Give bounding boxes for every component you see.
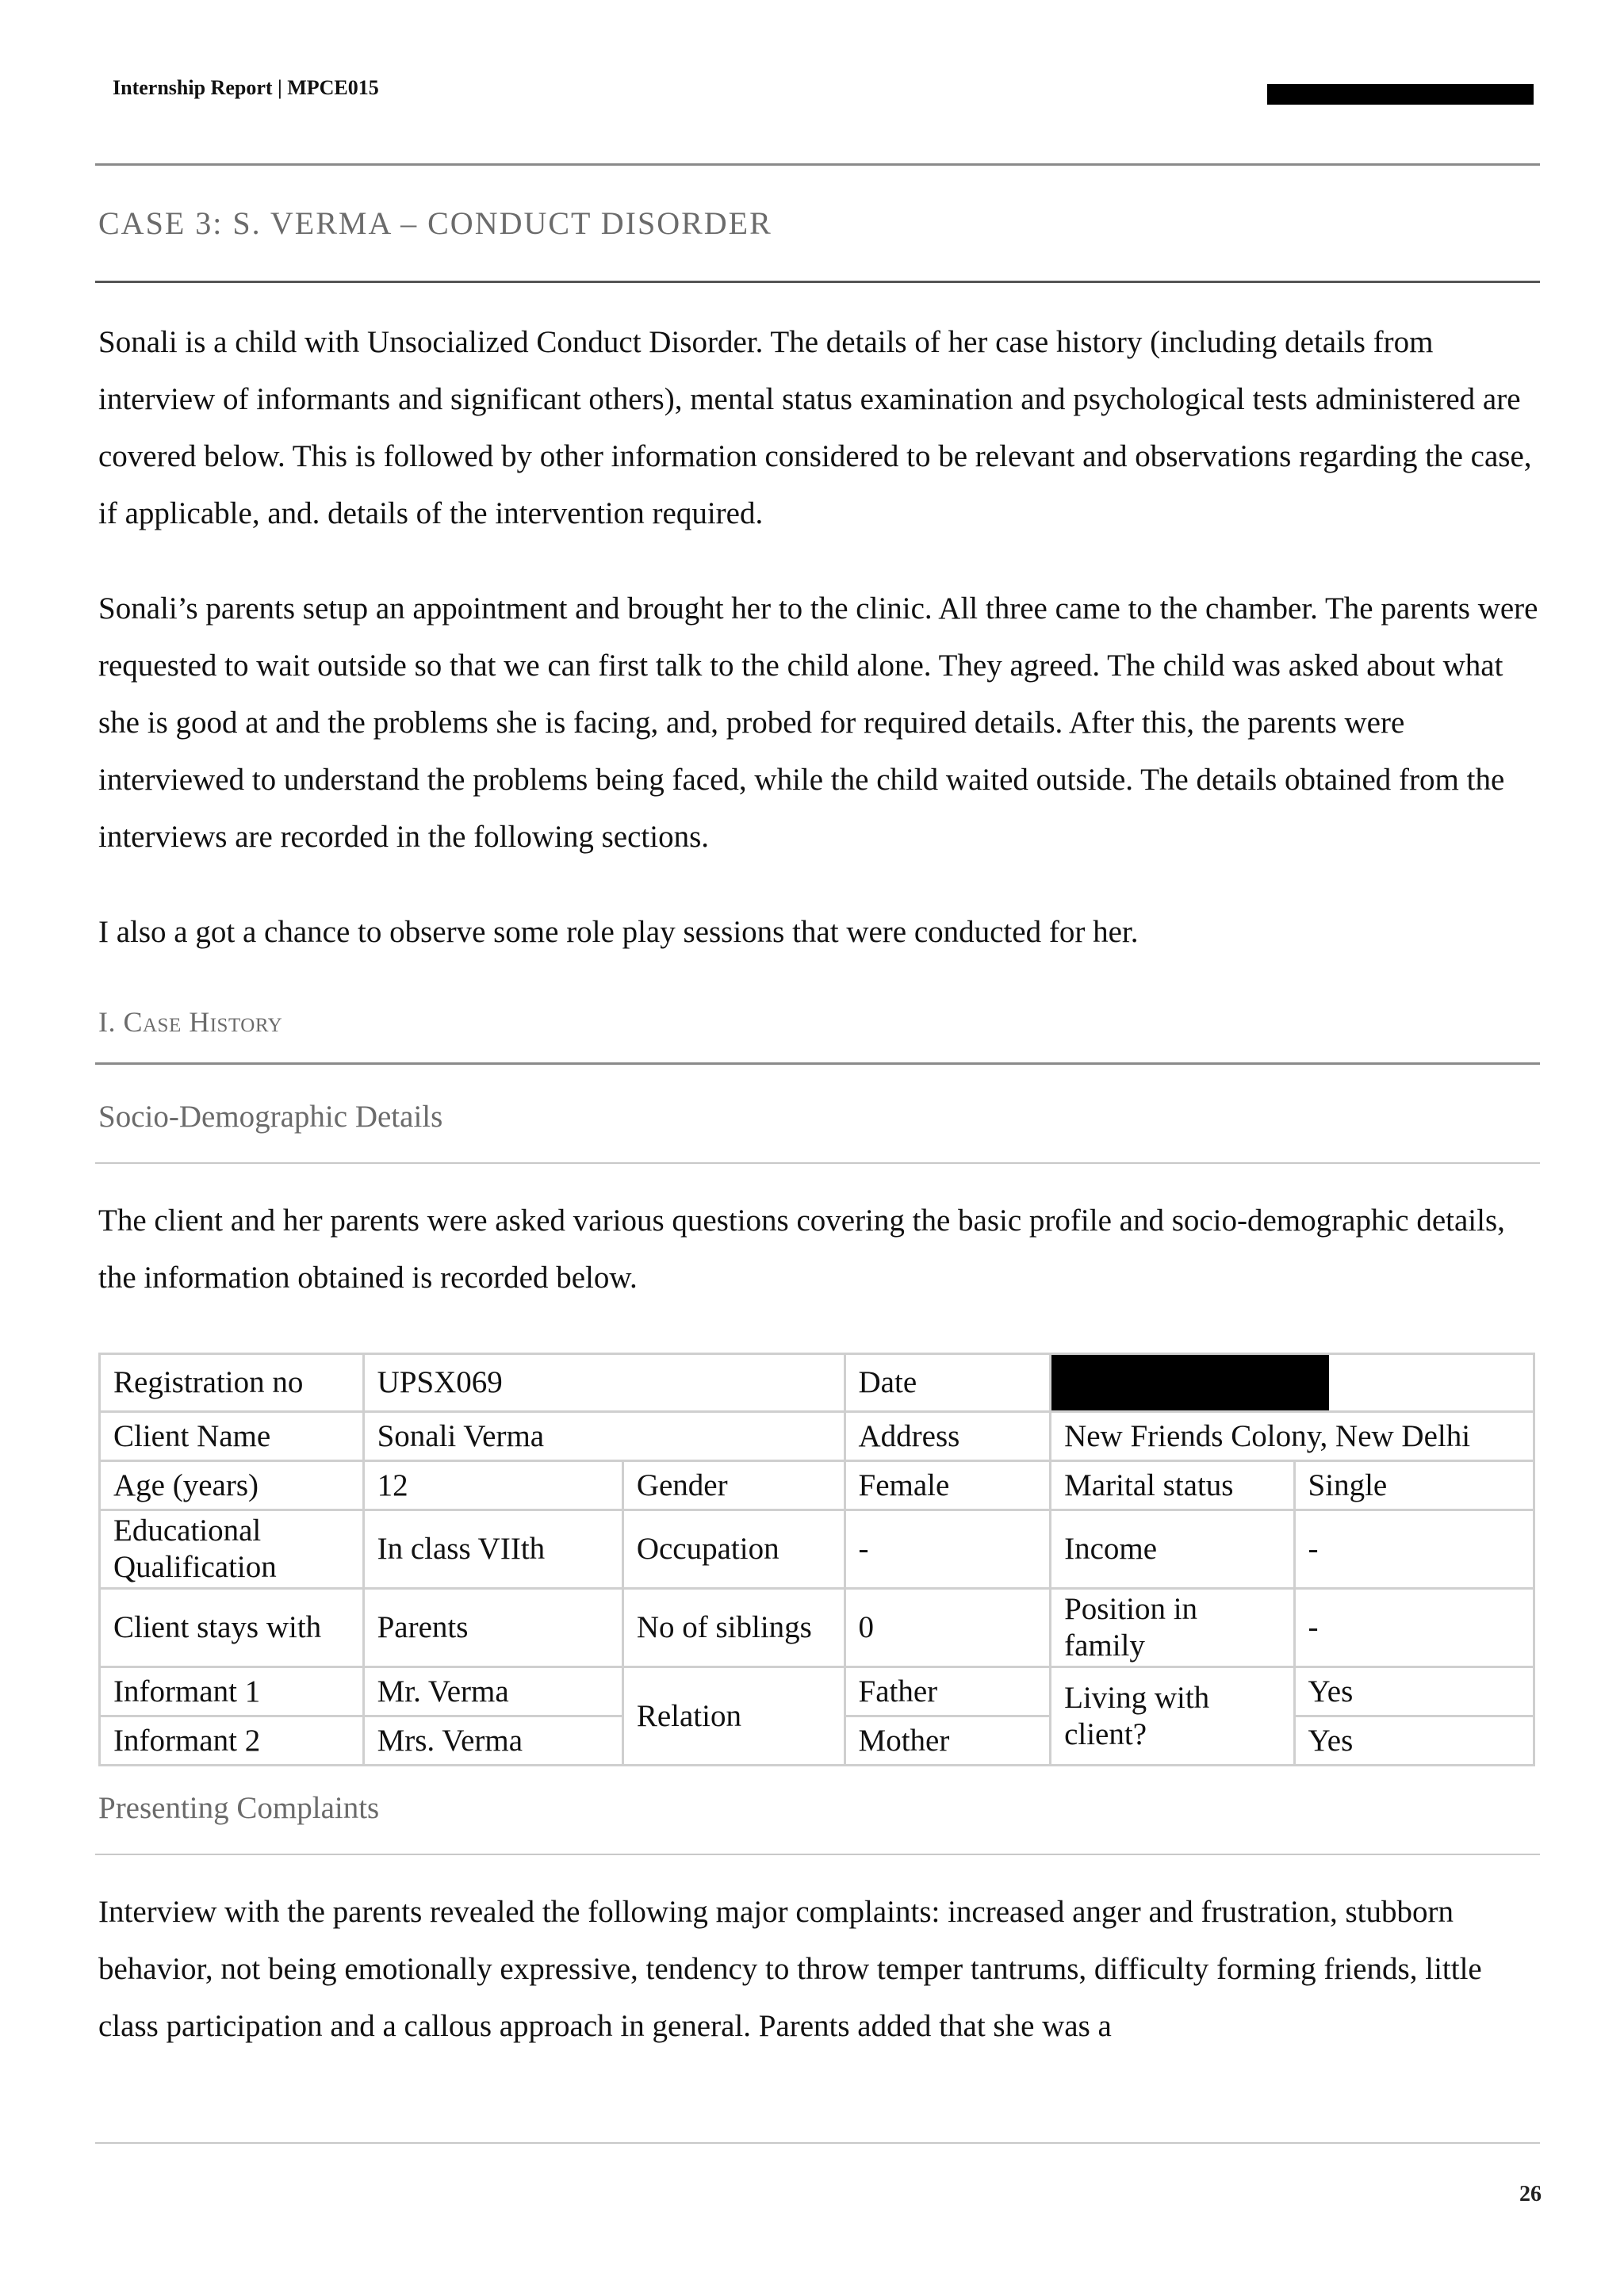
relation-label: Relation xyxy=(622,1667,845,1766)
stays-value: Parents xyxy=(363,1589,622,1667)
divider xyxy=(95,1854,1540,1855)
date-label: Date xyxy=(845,1354,1051,1412)
client-name-value: Sonali Verma xyxy=(363,1412,845,1461)
living-label: Living with client? xyxy=(1051,1667,1294,1766)
table-row xyxy=(100,1667,1534,1716)
divider xyxy=(95,1062,1540,1065)
income-label: Income xyxy=(1051,1510,1294,1589)
divider xyxy=(95,163,1540,166)
subsection-title: Socio-Demographic Details xyxy=(98,1100,443,1134)
subsection-title: Presenting Complaints xyxy=(98,1791,380,1825)
marital-label: Marital status xyxy=(1051,1461,1294,1510)
address-value: New Friends Colony, New Delhi xyxy=(1051,1412,1534,1461)
informant2-value: Mrs. Verma xyxy=(363,1716,622,1766)
siblings-value: 0 xyxy=(845,1589,1051,1667)
demographics-table xyxy=(98,1353,1535,1766)
relation2-value: Mother xyxy=(845,1716,1051,1766)
address-label: Address xyxy=(845,1412,1051,1461)
footer-divider xyxy=(95,2142,1540,2144)
page-number: 26 xyxy=(1519,2182,1542,2206)
table-row xyxy=(100,1412,1534,1461)
divider xyxy=(95,281,1540,283)
client-name-label: Client Name xyxy=(100,1412,364,1461)
occupation-value: - xyxy=(845,1510,1051,1589)
redaction-bar xyxy=(1267,84,1534,105)
running-header: Internship Report | MPCE015 xyxy=(113,76,379,99)
case-title: CASE 3: S. VERMA – CONDUCT DISORDER xyxy=(98,205,772,241)
intro-paragraph: Sonali is a child with Unsocialized Conduct Disorder. The details of her case history (including details from interview of informants and significant others), mental status examination and psychological tests administered are covered below. This is followed by other information considered to be relevant and observations regarding the case, if applicable, and. details of the intervention required. xyxy=(98,325,1532,530)
marital-value: Single xyxy=(1294,1461,1534,1510)
living2-value: Yes xyxy=(1294,1716,1534,1766)
table-row xyxy=(100,1510,1534,1589)
table-row xyxy=(100,1589,1534,1667)
gender-value: Female xyxy=(845,1461,1051,1510)
relation1-value: Father xyxy=(845,1667,1051,1716)
informant1-label: Informant 1 xyxy=(100,1667,364,1716)
stays-label: Client stays with xyxy=(100,1589,364,1667)
position-label: Position in family xyxy=(1051,1589,1294,1667)
position-value: - xyxy=(1294,1589,1534,1667)
section-title: I. Case History xyxy=(98,1006,283,1038)
income-value: - xyxy=(1294,1510,1534,1589)
registration-value: UPSX069 xyxy=(363,1354,845,1412)
informant2-label: Informant 2 xyxy=(100,1716,364,1766)
redaction-bar xyxy=(1051,1355,1329,1410)
occupation-label: Occupation xyxy=(622,1510,845,1589)
roleplay-paragraph: I also a got a chance to observe some role play sessions that were conducted for her. xyxy=(98,915,1139,949)
table-row xyxy=(100,1461,1534,1510)
divider xyxy=(95,1162,1540,1164)
informant1-value: Mr. Verma xyxy=(363,1667,622,1716)
age-label: Age (years) xyxy=(100,1461,364,1510)
visit-paragraph: Sonali’s parents setup an appointment and brought her to the clinic. All three came to the chamber. The parents were requested to wait outside so that we can first talk to the child alone. They agreed. The child was asked about what she is good at and the problems she is facing, and, probed for required details. After this, the parents were interviewed to understand the problems being faced, while the child waited outside. The details obtained from the interviews are recorded in the following sections. xyxy=(98,591,1538,854)
education-value: In class VIIth xyxy=(363,1510,622,1589)
living1-value: Yes xyxy=(1294,1667,1534,1716)
complaints-paragraph: Interview with the parents revealed the following major complaints: increased anger and frustration, stubborn behavior, not being emotionally expressive, tendency to throw temper tantrums, difficulty forming friends, little class participation and a callous approach in general. Parents added that she was a xyxy=(98,1895,1482,2043)
education-label: Educational Qualification xyxy=(100,1510,364,1589)
siblings-label: No of siblings xyxy=(622,1589,845,1667)
age-value: 12 xyxy=(363,1461,622,1510)
date-value xyxy=(1051,1354,1534,1412)
table-row xyxy=(100,1354,1534,1412)
gender-label: Gender xyxy=(622,1461,845,1510)
registration-label: Registration no xyxy=(100,1354,364,1412)
socio-intro-paragraph: The client and her parents were asked various questions covering the basic profile and socio-demographic details, the information obtained is recorded below. xyxy=(98,1203,1505,1295)
